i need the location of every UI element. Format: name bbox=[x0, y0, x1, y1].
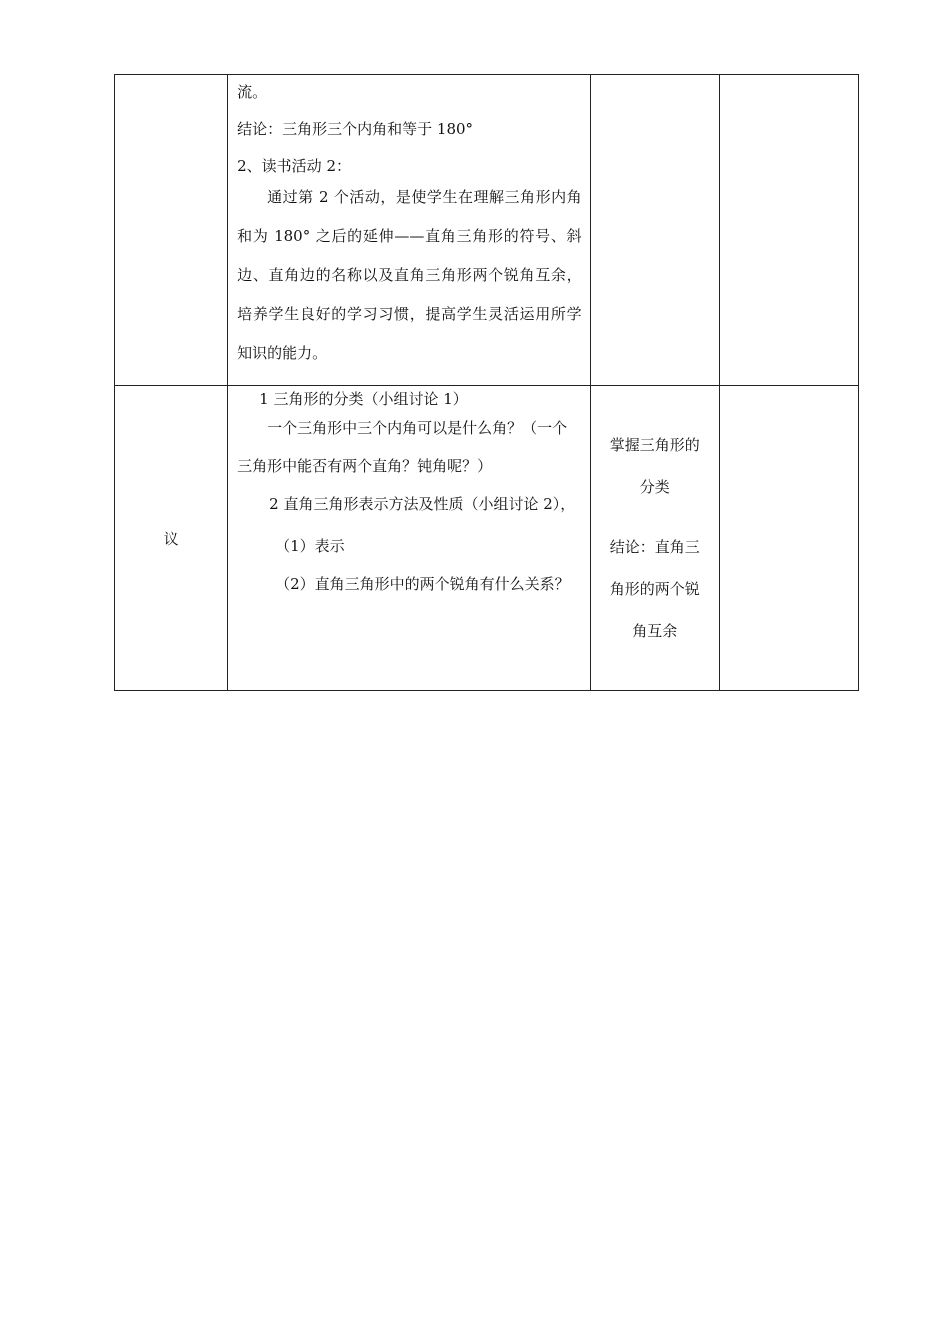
list-item: （2）直角三角形中的两个锐角有什么关系？ bbox=[275, 575, 570, 593]
content-line: 流。 bbox=[237, 83, 268, 101]
conclusion-text: 结论：三角形三个内角和等于 180° bbox=[237, 120, 474, 138]
activity-title: 2、读书活动 2： bbox=[237, 157, 351, 175]
question-text: 一个三角形中三个内角可以是什么角？（一个三角形中能否有两个直角？钝角呢？） bbox=[237, 419, 568, 475]
goal-cell bbox=[590, 75, 719, 386]
stage-label: 议 bbox=[163, 529, 179, 548]
conclusion-text: 结论：直角三角形的两个锐角互余 bbox=[609, 538, 700, 640]
table-row bbox=[115, 75, 859, 386]
content-cell bbox=[228, 386, 590, 691]
topic-title: 1 三角形的分类（小组讨论 1） bbox=[259, 390, 468, 408]
lesson-plan-table bbox=[114, 74, 859, 691]
activity-paragraph: 通过第 2 个活动，是使学生在理解三角形内角和为 180° 之后的延伸——直角三角形的符号、斜边、直角边的名称以及直角三角形两个锐角互余，培养学生良好的学习习惯，提高学生灵活运用所学知识的能力。 bbox=[237, 188, 582, 362]
topic-title: 2 直角三角形表示方法及性质（小组讨论 2）， bbox=[269, 495, 576, 513]
table-row bbox=[115, 386, 859, 691]
stage-cell bbox=[115, 75, 228, 386]
objective-text: 掌握三角形的分类 bbox=[609, 436, 700, 496]
notes-cell bbox=[719, 75, 858, 386]
content-cell bbox=[228, 75, 590, 386]
stage-cell bbox=[115, 386, 228, 691]
goal-cell bbox=[590, 386, 719, 691]
notes-cell bbox=[719, 386, 858, 691]
list-item: （1）表示 bbox=[275, 537, 345, 555]
